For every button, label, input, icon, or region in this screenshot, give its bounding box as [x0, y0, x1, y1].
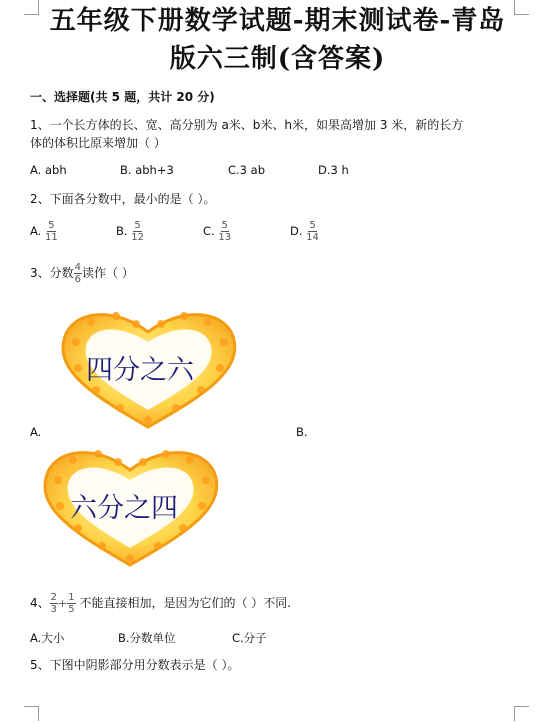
q3-text [30, 262, 134, 285]
q1-text-line1: 1、一个长方体的长、宽、高分别为 a米、b米、h米，如果高增加 3 米，新的长方 [30, 118, 464, 132]
q2-option-a-fraction [45, 220, 58, 243]
heart-1-label: 四分之六 [86, 355, 194, 386]
q3-num: 4 [74, 262, 82, 273]
q2-option-a-num: 5 [48, 220, 55, 231]
q2-option-d [290, 220, 319, 243]
q2-text: 2、下面各分数中，最小的是（ ）。 [30, 192, 216, 206]
q2-option-c-fraction [218, 220, 231, 243]
q4-b-den: 5 [68, 604, 75, 615]
q2-option-b-label: B. [116, 224, 128, 238]
q1-option-a: A. abh [30, 163, 67, 177]
q4-a-den: 3 [50, 604, 58, 615]
q2-option-c-den: 13 [218, 232, 232, 243]
q1-option-b: B. abh+3 [120, 163, 174, 177]
q4-option-b: B.分数单位 [118, 631, 176, 645]
corner-mark-bottom-left [24, 706, 39, 721]
q2-option-b-den: 12 [131, 232, 144, 243]
q2-option-a [30, 220, 58, 243]
q2-option-a-label: A. [30, 224, 42, 238]
corner-mark-bottom-right [514, 706, 529, 721]
q4-plus: + [58, 597, 68, 610]
q3-option-a: A. [30, 425, 42, 439]
q1-text-line2: 体的体积比原来增加（ ） [30, 136, 166, 150]
q2-option-c-label: C. [203, 224, 215, 238]
q4-b-num: 1 [68, 592, 75, 603]
q5-text: 5、下图中阴影部分用分数表示是（ ）。 [30, 658, 240, 672]
q4-text [30, 592, 291, 615]
q2-option-b-fraction [131, 220, 144, 243]
q3-den: 6 [74, 274, 82, 285]
q2-option-c [203, 220, 231, 243]
q4-option-c: C.分子 [232, 631, 267, 645]
q3-option-b: B. [296, 425, 308, 439]
q4-fraction-b [67, 592, 75, 615]
q3-fraction [74, 262, 82, 285]
q3-suffix: 读作（ ） [82, 266, 134, 280]
heart-image-1 [56, 302, 241, 432]
q1-option-d: D.3 h [318, 163, 349, 177]
q4-suffix: 不能直接相加，是因为它们的（ ）不同. [79, 596, 292, 610]
q2-option-b-num: 5 [134, 220, 141, 231]
q4-a-num: 2 [50, 592, 58, 603]
heart-2-label: 六分之四 [70, 493, 178, 524]
heart-image-2 [38, 440, 223, 570]
q4-option-a: A.大小 [30, 631, 65, 645]
q2-option-c-num: 5 [221, 220, 228, 231]
q1-option-c: C.3 ab [228, 163, 266, 177]
q2-option-d-num: 5 [309, 220, 316, 231]
q2-option-b [116, 220, 144, 243]
q2-option-d-fraction [306, 220, 319, 243]
q4-prefix: 4、 [30, 596, 50, 610]
q2-option-a-den: 11 [44, 232, 58, 243]
page-title-line1: 五年级下册数学试题-期末测试卷-青岛 [49, 6, 506, 36]
q3-prefix: 3、分数 [30, 266, 74, 280]
q2-option-d-den: 14 [306, 232, 319, 243]
q4-fraction-a [50, 592, 58, 615]
q2-option-d-label: D. [290, 224, 303, 238]
page-title-line2: 版六三制(含答案) [169, 44, 386, 74]
section-heading: 一、选择题(共 5 题，共计 20 分) [30, 90, 215, 104]
